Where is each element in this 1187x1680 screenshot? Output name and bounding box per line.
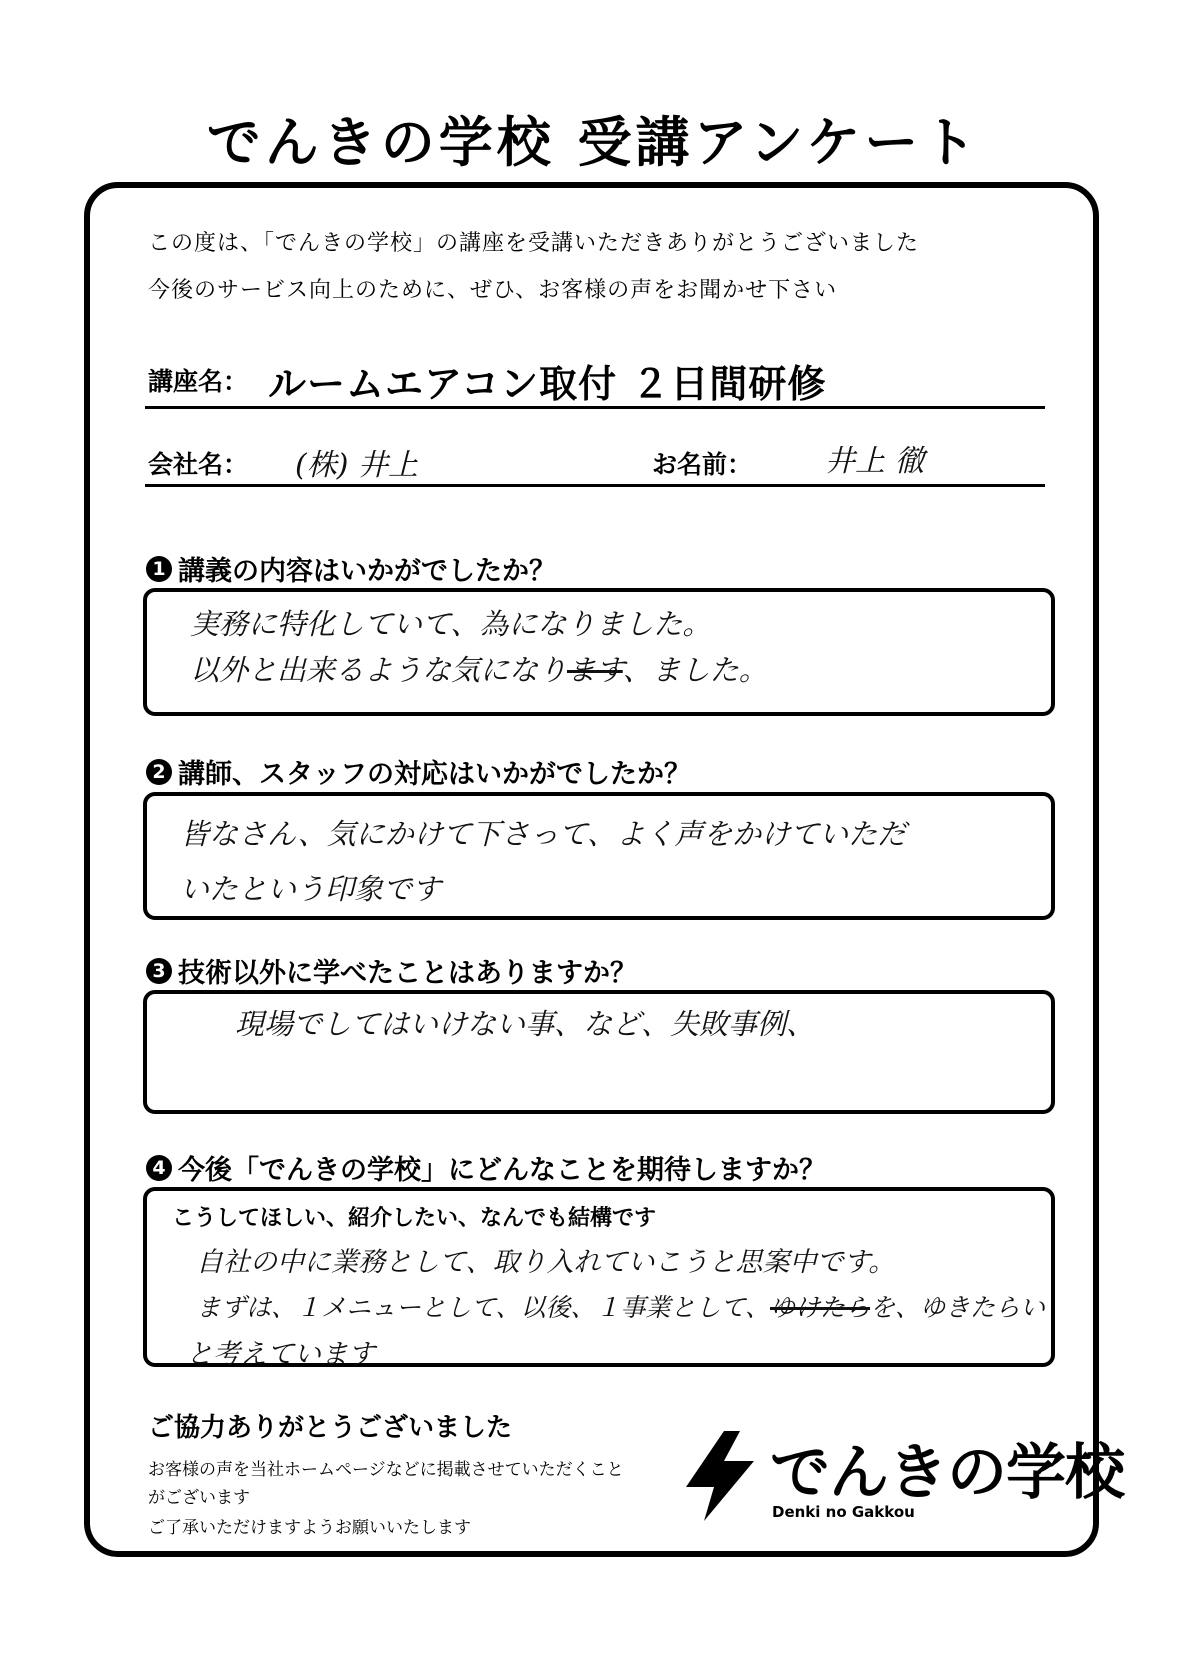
answer-text: を、ゆきたらい xyxy=(870,1293,1046,1322)
answer-4-line-1: 自社の中に業務として、取り入れていこうと思案中です。 xyxy=(196,1247,896,1278)
question-2 xyxy=(146,752,691,791)
divider xyxy=(145,484,1045,487)
intro-line-1: この度は、「でんきの学校」の講座を受講いただきありがとうございました xyxy=(148,231,920,256)
answer-3-line-1: 現場でしてはいけない事、など、失敗事例、 xyxy=(235,1007,816,1041)
question-text: 講義の内容はいかがでしたか？ xyxy=(178,556,556,587)
question-number: 4 xyxy=(146,1155,172,1181)
question-text: 講師、スタッフの対応はいかがでしたか？ xyxy=(178,759,691,790)
answer-text: 以外と出来るような気になり xyxy=(190,653,568,687)
question-1 xyxy=(146,549,556,588)
name-label: お名前： xyxy=(652,450,753,479)
answer-1-line-1: 実務に特化していて、為になりました。 xyxy=(190,607,712,641)
divider xyxy=(145,406,1045,409)
thanks-heading: ご協力ありがとうございました xyxy=(148,1413,513,1443)
answer-text: まずは、１メニューとして、以後、１事業として、 xyxy=(196,1293,771,1322)
answer-2-line-1: 皆なさん、気にかけて下さって、よく声をかけていただ xyxy=(180,817,907,851)
company-label: 会社名： xyxy=(148,450,249,479)
question-4 xyxy=(146,1148,826,1187)
answer-hint: こうしてほしい、紹介したい、なんでも結構です xyxy=(172,1206,657,1231)
question-number: 1 xyxy=(146,556,172,582)
answer-4-line-2 xyxy=(196,1288,1045,1324)
company-value: (株) 井上 xyxy=(295,448,418,483)
question-text: 今後「でんきの学校」にどんなことを期待しますか？ xyxy=(178,1155,826,1186)
struck-text: ゆけたら xyxy=(770,1293,871,1322)
course-label: 講座名： xyxy=(148,367,249,396)
question-number: 3 xyxy=(146,958,172,984)
question-3 xyxy=(146,951,637,990)
denki-no-gakkou-logo xyxy=(680,1425,1124,1535)
page-title: でんきの学校 受講アンケート xyxy=(206,111,981,174)
logo-subtitle: Denki no Gakkou xyxy=(772,1503,915,1521)
lightning-bolt-icon xyxy=(680,1425,760,1525)
question-number: 2 xyxy=(146,759,172,785)
struck-text: ます xyxy=(567,653,623,687)
logo-text: でんきの学校 xyxy=(770,1438,1124,1508)
intro-line-2: 今後のサービス向上のために、ぜひ、お客様の声をお聞かせ下さい xyxy=(148,278,838,303)
answer-2-line-2: いたという印象です xyxy=(180,872,442,906)
question-text: 技術以外に学べたことはありますか？ xyxy=(178,958,637,989)
course-name: ルームエアコン取付 ２日間研修 xyxy=(268,362,827,406)
footer-note-3: ご了承いただけますようお願いいたします xyxy=(148,1518,471,1538)
footer-note-2: がございます xyxy=(148,1488,250,1508)
answer-1-line-2 xyxy=(190,648,768,689)
name-value: 井上 徹 xyxy=(825,444,925,479)
footer-note-1: お客様の声を当社ホームページなどに掲載させていただくこと xyxy=(148,1460,624,1480)
answer-text: 、ました。 xyxy=(622,653,768,687)
answer-4-line-3: と考えています xyxy=(186,1339,375,1370)
